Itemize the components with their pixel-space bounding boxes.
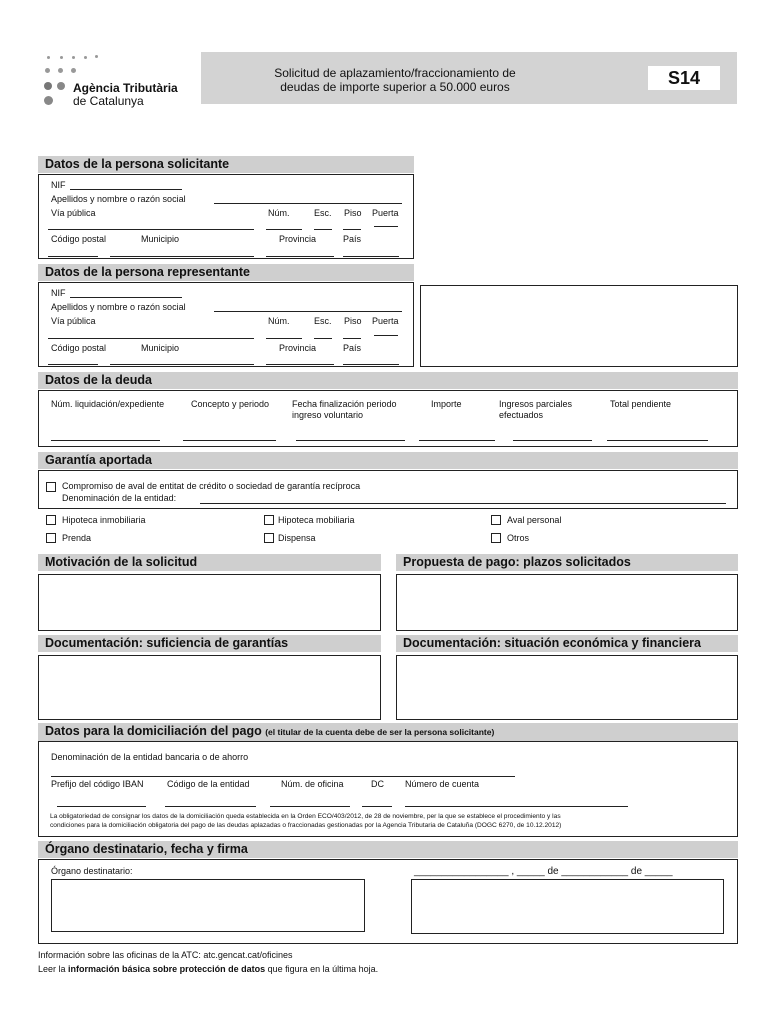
aval-credit-checkbox[interactable] (46, 482, 56, 492)
aval-credit-label: Compromiso de aval de entitat de crédito o sociedad de garantía recíproca (62, 481, 361, 491)
bank-note: (el titular de la cuenta debe de ser la persona solicitante) (265, 727, 495, 737)
col-deadline: Fecha finalización periodo (292, 399, 397, 409)
date-line: _________________ , _____ de ____________ de _____ (414, 866, 673, 877)
hipoteca-inmobiliaria-label: Hipoteca inmobiliaria (62, 515, 146, 525)
col-amount: Importe (431, 399, 462, 409)
signature-input[interactable] (411, 879, 724, 934)
col-partial-2: efectuados (499, 410, 544, 420)
hipoteca-mobiliaria-checkbox[interactable] (264, 515, 274, 525)
dispensa-label: Dispensa (278, 533, 316, 543)
nif-label: NIF (51, 288, 66, 298)
name-label: Apellidos y nombre o razón social (51, 302, 186, 312)
office-label: Núm. de oficina (281, 779, 344, 789)
num-label: Núm. (268, 316, 290, 326)
dc-label: DC (371, 779, 384, 789)
prenda-checkbox[interactable] (46, 533, 56, 543)
form-code: S14 (648, 66, 720, 90)
aval-personal-checkbox[interactable] (491, 515, 501, 525)
otros-label: Otros (507, 533, 530, 543)
col-pending: Total pendiente (610, 399, 672, 409)
door-label: Puerta (372, 208, 399, 218)
entity-code-label: Código de la entidad (167, 779, 250, 789)
esc-label: Esc. (314, 208, 332, 218)
organ-input[interactable] (51, 879, 365, 932)
proposal-textarea[interactable] (396, 574, 738, 631)
postal-label: Código postal (51, 343, 107, 353)
bank-legal-text: La obligatoriedad de consignar los datos de la domiciliación queda establecida en la Orden ECO/403/2012, de 28 de noviembre, per la que se establece el procedimiento y las condiciones para la domiciliación obligatoria del pago de las deudas aplazadas o fraccionadas gestionadas por la Agencia Tributaria de Cataluña (DOGC 6270, de 10.12.2012) (50, 813, 562, 829)
motivation-textarea[interactable] (38, 574, 381, 631)
form-title: Solicitud de aplazamiento/fraccionamiento de deudas de importe superior a 50.000 euros (274, 66, 516, 94)
section-header-motivation: Motivación de la solicitud (38, 554, 381, 571)
otros-checkbox[interactable] (491, 533, 501, 543)
hipoteca-inmobiliaria-checkbox[interactable] (46, 515, 56, 525)
section-header-organ: Órgano destinatario, fecha y firma (38, 841, 738, 858)
hipoteca-mobiliaria-label: Hipoteca mobiliaria (278, 515, 355, 525)
col-concept: Concepto y periodo (191, 399, 270, 409)
section-header-applicant: Datos de la persona solicitante (38, 156, 414, 173)
floor-label: Piso (344, 208, 362, 218)
section-header-debt: Datos de la deuda (38, 372, 738, 389)
footer-info: Información sobre las oficinas de la ATC: atc.gencat.cat/oficines (38, 950, 293, 960)
iban-label: Prefijo del código IBAN (51, 779, 144, 789)
esc-label: Esc. (314, 316, 332, 326)
bank-entity-label: Denominación de la entidad bancaria o de ahorro (51, 752, 249, 762)
organ-label: Órgano destinatario: (51, 866, 133, 876)
aval-personal-label: Aval personal (507, 515, 562, 525)
province-label: Provincia (279, 234, 317, 244)
street-label: Vía pública (51, 316, 96, 326)
prenda-label: Prenda (62, 533, 92, 543)
agency-name: Agència Tributària (73, 81, 178, 95)
postal-label: Código postal (51, 234, 107, 244)
num-label: Núm. (268, 208, 290, 218)
section-header-bank: Datos para la domiciliación del pago (el titular de la cuenta debe de ser la persona solicitante) (38, 723, 738, 741)
representative-side-box[interactable] (420, 285, 738, 367)
province-label: Provincia (279, 343, 317, 353)
account-label: Número de cuenta (405, 779, 480, 789)
footer-read: Leer la información básica sobre protección de datos que figura en la última hoja. (38, 964, 379, 974)
floor-label: Piso (344, 316, 362, 326)
doc-financial-textarea[interactable] (396, 655, 738, 720)
col-partial: Ingresos parciales (499, 399, 573, 409)
section-header-guarantee: Garantía aportada (38, 452, 738, 469)
street-label: Vía pública (51, 208, 96, 218)
section-header-proposal: Propuesta de pago: plazos solicitados (396, 554, 738, 571)
nif-label: NIF (51, 180, 66, 190)
agency-name-2: de Catalunya (73, 94, 144, 108)
city-label: Municipio (141, 343, 180, 353)
doc-guarantees-textarea[interactable] (38, 655, 381, 720)
door-label: Puerta (372, 316, 399, 326)
section-header-representative: Datos de la persona representante (38, 264, 414, 281)
section-header-doc-financial: Documentación: situación económica y financiera (396, 635, 738, 652)
section-header-doc-guarantees: Documentación: suficiencia de garantías (38, 635, 381, 652)
entity-label: Denominación de la entidad: (62, 493, 177, 503)
col-liquidation: Núm. liquidación/expediente (51, 399, 165, 409)
country-label: País (343, 234, 362, 244)
city-label: Municipio (141, 234, 180, 244)
name-label: Apellidos y nombre o razón social (51, 194, 186, 204)
dispensa-checkbox[interactable] (264, 533, 274, 543)
data-protection-link[interactable]: información básica sobre protección de datos (68, 964, 266, 974)
country-label: País (343, 343, 362, 353)
col-deadline-2: ingreso voluntario (292, 410, 364, 420)
